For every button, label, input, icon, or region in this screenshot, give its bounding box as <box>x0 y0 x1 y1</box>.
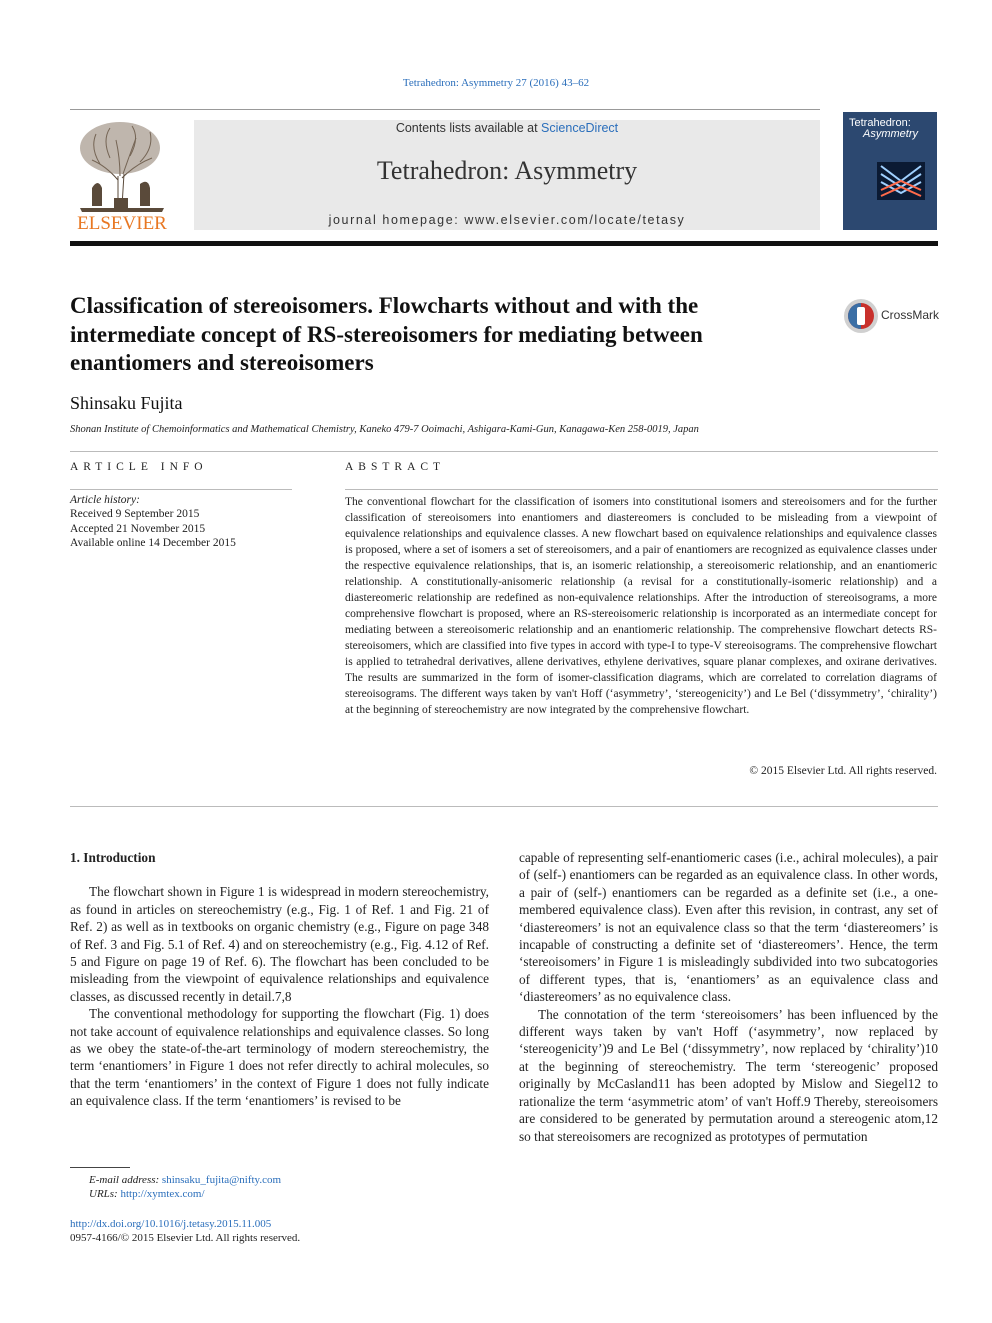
journal-cover <box>843 112 937 230</box>
author-url <box>89 1187 205 1201</box>
url-link[interactable]: http://xymtex.com/ <box>120 1188 205 1200</box>
divider <box>70 451 938 452</box>
author-name: Shinsaku Fujita <box>70 393 183 413</box>
svg-text:ELSEVIER: ELSEVIER <box>77 213 167 232</box>
journal-citation[interactable]: Tetrahedron: Asymmetry 27 (2016) 43–62 <box>402 77 590 89</box>
cover-graphic-icon <box>877 162 925 200</box>
divider <box>70 806 938 807</box>
paragraph: The conventional methodology for supporting the flowchart (Fig. 1) does not take account of equivalence relationships and equivalence classes. So long as we obey the state-of-the-art terminology of modern stereochemistry, the term ‘enantiomers’ in Figure 1 does not refer directly to achiral molecules, so that the term ‘enantiomers’ in the context of Figure 1 does not fully indicate an equivalence class. If the term ‘enantiomers’ is revised to be <box>70 1006 489 1109</box>
paragraph: The connotation of the term ‘stereoisomers’ has been influenced by the different ways taken by van't Hoff (‘asymmetry’, now replaced by ‘stereogenicity’)9 and Le Bel (‘dissymmetry’, now replaced by ‘chirality’)10 at the beginning of stereochemistry. The term ‘stereogenic’ proposed originally by McCasland11 has been adopted by Mislow and Siegel12 to rationalize the term ‘asymmetric atom’ of van't Hoff.9 Thereby, stereoisomers are considered to be generated by permutation around a stereogenic atom,12 so that stereoisomers are recognized as prototypes of permutation <box>519 1006 938 1144</box>
paragraph: The flowchart shown in Figure 1 is widespread in modern stereochemistry, as found in articles on stereochemistry (e.g., Fig. 1 of Ref. 1 and Fig. 21 of Ref. 2) as well as in textbooks on organic chemistry (e.g., Figure on page 348 of Ref. 3 and Fig. 5.1 of Ref. 4) and on stereochemistry (e.g., Fig. 4.12 of Ref. 5 and Figure on page 19 of Ref. 6). The flowchart has been concluded to be misleading from the viewpoint of equivalence relationships and equivalence classes, as discussed recently in detail.7,8 <box>70 884 489 1004</box>
article-info-heading: ARTICLE INFO <box>70 461 208 473</box>
history-label: Article history: <box>70 494 140 506</box>
crossmark-icon <box>843 298 879 334</box>
doi-link[interactable]: http://dx.doi.org/10.1016/j.tetasy.2015.11.005 <box>70 1218 272 1230</box>
elsevier-logo <box>70 118 174 232</box>
abstract-text: The conventional flowchart for the classification of isomers into constitutional isomers and stereoisomers and for the further classification of stereoisomers into enantiomers and diastereomers is concluded to be misleading from a viewpoint of equivalence relationships and equivalence classes. A new flowchart based on equivalence relationships and equivalence classes is proposed, where a set of isomers a set of stereoisomers, and a pair of enantiomers are recognized as equivalence classes under the respective equivalence relationships, that is, an isomeric relationship, a stereoisomeric relationship, and an enantiomeric relationship. A constitutionally-anisomeric relationship (a revisal for a constitutionally-isomeric relationship) and a diastereomeric relationship are redefined as non-equivalence relationships. After the introduction of stereoisograms, a more comprehensive flowchart is proposed, where an RS-stereoisomeric relationship is incorporated as an intermediate concept for mediating between a stereoisomeric relationship and an enantiomeric relationship. The comprehensive flowchart detects RS-stereoisomers, which are classified into five types in accord with type-I to type-V stereoisograms. The comprehensive flowchart is applied to tetrahedral derivatives, allene derivatives, ethylene derivatives, square planar complexes, and oxirane derivatives. The results are summarized in the form of isomer-classification diagrams, which are correlated to correlation diagrams of stereoisograms. The different ways taken by van't Hoff (‘asymmetry’, ‘stereogenicity’) and Le Bel (‘dissymmetry’, ‘chirality’) at the beginning of stereochemistry are now integrated by the comprehensive flowchart. <box>345 496 937 716</box>
author-affiliation: Shonan Institute of Chemoinformatics and Mathematical Chemistry, Kaneko 479-7 Ooimachi, Ashigara-Kami-Gun, Kanagawa-Ken 258-0019, Japan <box>70 424 699 435</box>
crossmark-label: CrossMark <box>881 308 940 322</box>
email-label: E-mail address: <box>89 1174 160 1186</box>
journal-title: Tetrahedron: Asymmetry <box>376 156 638 185</box>
header-thick-rule <box>70 241 938 246</box>
crossmark-badge[interactable] <box>843 298 939 334</box>
article-title: Classification of stereoisomers. Flowcharts without and with the intermediate concept of RS-stereoisomers for mediating between enantiomers and stereoisomers <box>70 293 703 375</box>
sciencedirect-link[interactable]: ScienceDirect <box>541 121 619 135</box>
divider <box>70 489 292 490</box>
online-date: Available online 14 December 2015 <box>70 536 236 549</box>
issn-line: 0957-4166/© 2015 Elsevier Ltd. All rights reserved. <box>70 1232 301 1244</box>
footnote-rule <box>70 1167 130 1168</box>
divider <box>345 489 938 490</box>
contents-line: Contents lists available at ScienceDirect <box>395 121 619 135</box>
email-link[interactable]: shinsaku_fujita@nifty.com <box>161 1174 282 1186</box>
left-column <box>70 849 489 1110</box>
journal-banner <box>194 120 820 230</box>
abstract-heading: ABSTRACT <box>345 461 446 473</box>
accepted-date: Accepted 21 November 2015 <box>70 522 206 535</box>
author-email <box>89 1173 281 1187</box>
abstract-copyright: © 2015 Elsevier Ltd. All rights reserved. <box>749 765 937 777</box>
cover-title: Tetrahedron: Asymmetry <box>849 117 918 140</box>
elsevier-tree-icon <box>70 118 174 232</box>
paragraph: capable of representing self-enantiomeric cases (i.e., achiral molecules), a pair of (self-) enantiomers can be regarded as an equivalence class. In other words, a pair of (self-) enantiomers can be regarded as a definite set (i.e., a one-membered equivalence class). Even after this revision, in contrast, any set of ‘diastereomers’ is not an equivalence class so that the term ‘diastereomers’ is incapable of constructing a definite set of ‘diastereomers’. Hence, the term ‘stereoisomers’ in Figure 1 is misleadingly subdivided into two subcatogories of different types, that is, ‘enantiomers’ as an equivalence class and ‘diastereomers’ as no equivalence class. <box>519 850 938 1005</box>
received-date: Received 9 September 2015 <box>70 508 200 521</box>
article-history <box>70 493 300 550</box>
right-column <box>519 849 938 1145</box>
header-rule <box>70 109 820 110</box>
url-label: URLs: <box>89 1188 118 1200</box>
journal-homepage[interactable]: journal homepage: www.elsevier.com/locate/tetasy <box>328 213 686 227</box>
section-heading: 1. Introduction <box>70 850 156 865</box>
